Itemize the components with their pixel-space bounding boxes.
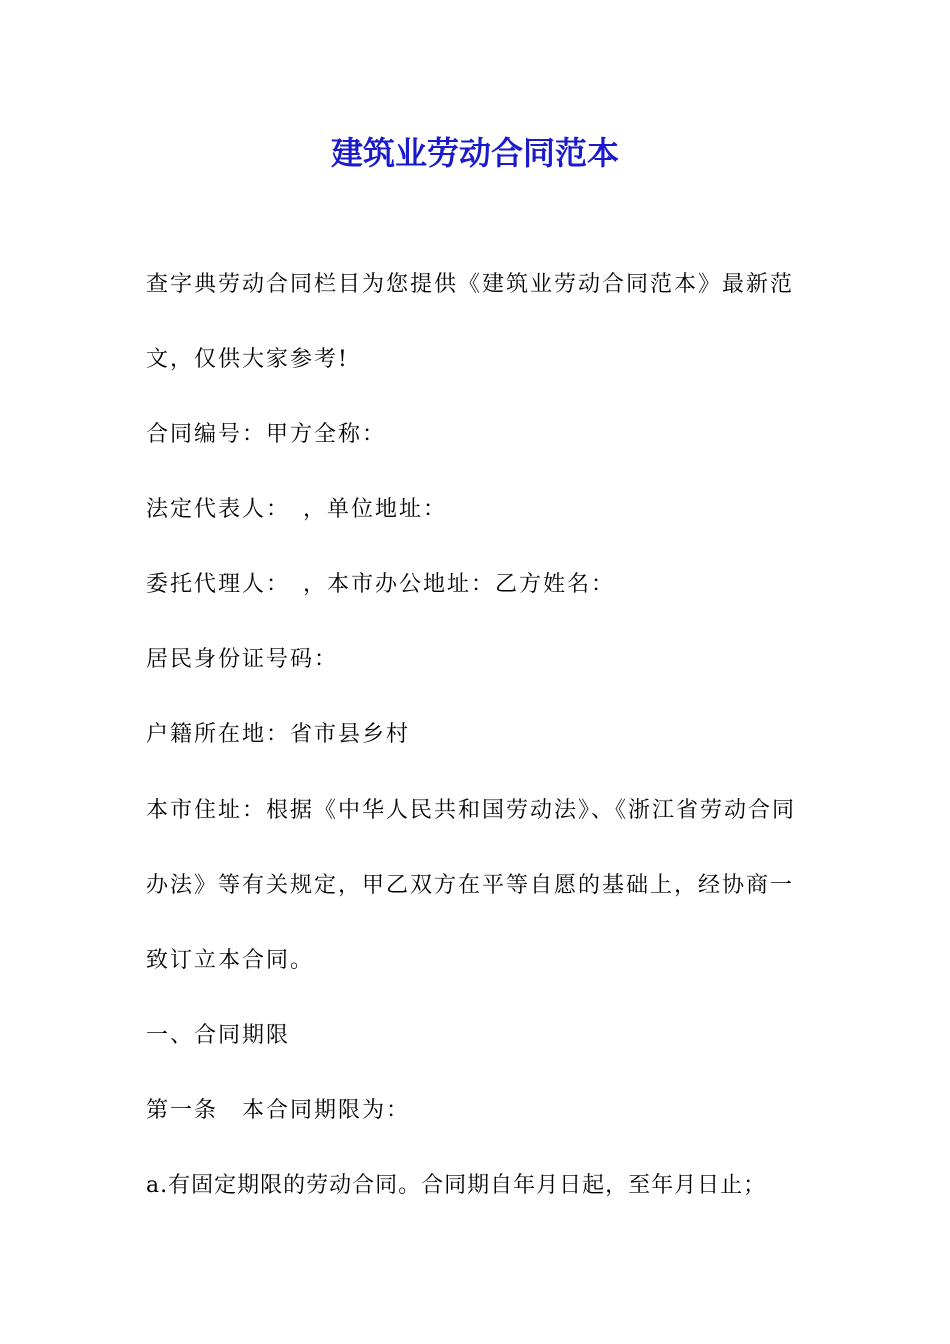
local-address-paragraph: 本市住址：根据《中华人民共和国劳动法》、《浙江省劳动合同办法》等有关规定，甲乙双方在平等自愿的基础上，经协商一致订立本合同。 [146,798,797,973]
article-one-line: 第一条 本合同期限为： [146,1098,411,1123]
section-heading-contract-term: 一、合同期限 [146,1023,291,1048]
authorized-agent-line: 委托代理人： ，本市办公地址：乙方姓名： [146,572,616,597]
id-number-line: 居民身份证号码： [146,647,339,672]
document-body [146,264,806,1241]
contract-number-line: 合同编号：甲方全称： [146,422,387,447]
intro-paragraph: 查字典劳动合同栏目为您提供《建筑业劳动合同范本》最新范文，仅供大家参考! [146,272,795,372]
document-title: 建筑业劳动合同范本 [330,134,619,172]
fixed-term-contract-line: a.有固定期限的劳动合同。合同期自年月日起，至年月日止； [146,1173,767,1198]
legal-representative-line: 法定代表人： ，单位地址： [146,497,448,522]
household-registration-line: 户籍所在地：省市县乡村 [146,722,411,747]
